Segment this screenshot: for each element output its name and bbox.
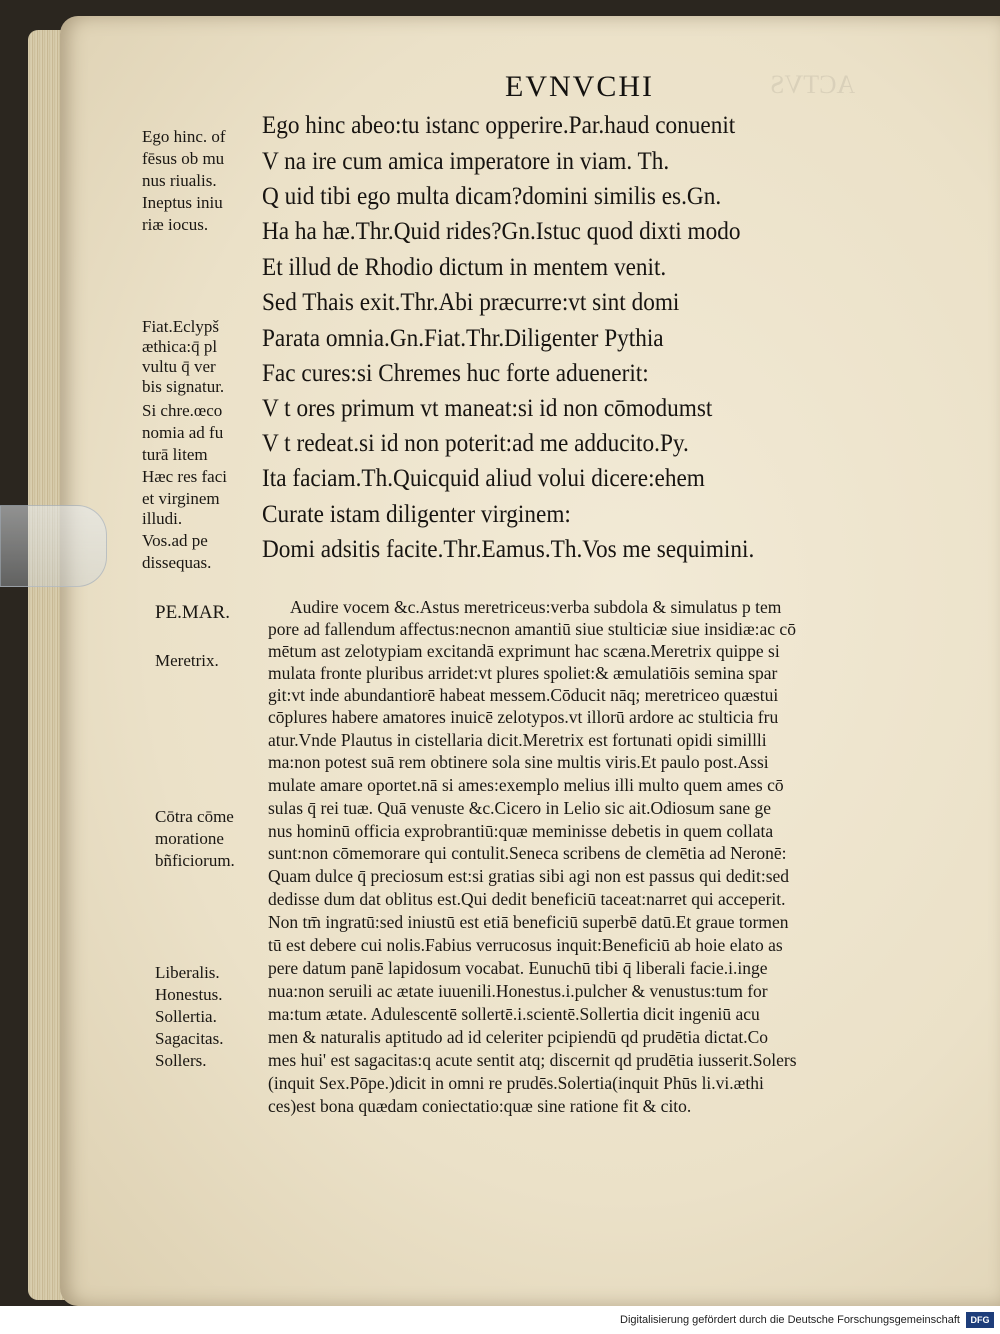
verse-line: Ha ha hæ.Thr.Quid rides?Gn.Istuc quod dixti modo: [262, 218, 741, 245]
commentary-line: ma:tum ætate. Adulescentē sollertē.i.scientē.Sollertia dicit ingeniū acu: [268, 1004, 760, 1024]
margin-note: Liberalis.: [155, 963, 220, 982]
commentary-line: pere datum panē lapidosum vocabat. Eunuchū tibi q̄ liberali facie.i.inge: [268, 958, 768, 978]
margin-note: Ego hinc. of: [142, 127, 226, 146]
verse-line: Q uid tibi ego multa dicam?domini similis es.Gn.: [262, 183, 722, 210]
commentary-line: ces)est bona quædam coniectatio:quæ sine ratione fit & cito.: [268, 1096, 692, 1116]
commentary-line: cōplures habere amatores inuicē zelotypos.vt illorū ardore ac stulticia fru: [268, 707, 779, 727]
margin-note: Honestus.: [155, 985, 223, 1004]
commentary-line: tū est debere cui nolis.Fabius verrucosus inquit:Beneficiū ab hoie elato as: [268, 935, 783, 955]
verse-line: Ego hinc abeo:tu istanc opperire.Par.haud conuenit: [262, 112, 736, 139]
page-header: EVNVCHI: [505, 70, 654, 103]
verse-line: V t redeat.si id non poterit:ad me adducito.Py.: [262, 430, 689, 457]
verse-line: Domi adsitis facite.Thr.Eamus.Th.Vos me sequimini.: [262, 536, 755, 563]
commentary-line: mulata fronte pluribus arridet:vt plures spoliet:& æmulatiōis semina spar: [268, 663, 778, 683]
commentary-line: ma:non potest suā rem obtinere sola sine multis viris.Et paulo post.Assi: [268, 752, 769, 772]
commentary-line: git:vt inde abundantiorē habeat messem.Cōducit nāq; meretriceo quæstui: [268, 685, 779, 705]
margin-note-meretrix: Meretrix.: [155, 651, 219, 670]
commentary-line: Non tm̄ ingratū:sed iniustū est etiā beneficiū superbē datū.Et graue tormen: [268, 912, 789, 932]
margin-note: vultu q̄ ver: [142, 357, 216, 376]
margin-note: Ineptus iniu: [142, 193, 223, 212]
verse-line: Parata omnia.Gn.Fiat.Thr.Diligenter Pythia: [262, 325, 664, 352]
commentary-line: pore ad fallendum affectus:necnon amantiū siue stulticiæ siue insidiæ:ac cō: [268, 619, 796, 639]
commentary-line: mes hui' est sagacitas:q acute sentit atq; discernit qd prudētia iusserit.Solers: [268, 1050, 797, 1070]
verse-line: Curate istam diligenter virginem:: [262, 501, 571, 528]
speaker-label: PE.MAR.: [155, 602, 230, 623]
verse-line: Ita faciam.Th.Quicquid aliud volui dicere:ehem: [262, 465, 705, 492]
margin-note: turā litem: [142, 445, 208, 464]
commentary-line: sulas q̄ rei tuæ. Quā venuste &c.Cicero in Lelio sic ait.Odiosum sane ge: [268, 798, 772, 818]
commentary-line: nua:non seruili ac ætate iuuenili.Honestus.i.pulcher & venustus:tum for: [268, 981, 768, 1001]
page-clip: [0, 505, 107, 587]
commentary-line: sunt:non cōmemorare qui contulit.Seneca scribens de clemētia ad Neronē:: [268, 843, 787, 863]
margin-note: Hæc res faci: [142, 467, 227, 486]
commentary-line: men & naturalis aptitudo ad id celeriter pcipiendū qd prudētia dictat.Co: [268, 1027, 769, 1047]
verse-line: V t ores primum vt maneat:si id non cōmodumst: [262, 395, 713, 422]
margin-note: et virginem: [142, 489, 220, 508]
margin-note: bñficiorum.: [155, 851, 235, 870]
margin-note: dissequas.: [142, 553, 212, 572]
margin-note: Sollertia.: [155, 1007, 217, 1026]
verse-line: Et illud de Rhodio dictum in mentem venit.: [262, 254, 667, 281]
footer-credit: Digitalisierung gefördert durch die Deutsche Forschungsgemeinschaft: [620, 1314, 960, 1326]
margin-note: æthica:q̄ pl: [142, 337, 218, 356]
margin-note: bis signatur.: [142, 377, 225, 396]
commentary-line: nus hominū officia exprobrantiū:quæ meminisse debetis in quem collata: [268, 821, 774, 841]
commentary-line: Quam dulce q̄ preciosum est:si gratias sibi agi non est passus qui dedit:sed: [268, 866, 790, 886]
commentary-line: atur.Vnde Plautus in cistellaria dicit.Meretrix est fortunati opidi simillli: [268, 730, 767, 750]
showthrough-text: ACTVS: [770, 70, 856, 99]
commentary-line: dedisse dum dat oblitus est.Qui dedit beneficiū taceat:narret qui acceperit.: [268, 889, 786, 909]
verse-line: Fac cures:si Chremes huc forte aduenerit:: [262, 360, 649, 387]
verse-line: V na ire cum amica imperatore in viam. Th.: [262, 148, 670, 175]
margin-note: Cōtra cōme: [155, 807, 234, 826]
margin-note: nus riualis.: [142, 171, 217, 190]
margin-note: Vos.ad pe: [142, 531, 208, 550]
dfg-logo: DFG: [966, 1312, 994, 1328]
commentary-line: mulate amare oportet.nā si ames:exemplo melius illi multo quem ames cō: [268, 775, 784, 795]
margin-note: nomia ad fu: [142, 423, 224, 442]
margin-note: illudi.: [142, 509, 183, 528]
commentary-line: (inquit Sex.Pōpe.)dicit in omni re prudēs.Solertia(inquit Phūs li.vi.æthi: [268, 1073, 764, 1093]
margin-note: moratione: [155, 829, 224, 848]
margin-note: Sagacitas.: [155, 1029, 224, 1048]
margin-note: Sollers.: [155, 1051, 207, 1070]
commentary-line: Audire vocem &c.Astus meretriceus:verba subdola & simulatus p tem: [290, 597, 782, 617]
margin-note: riæ iocus.: [142, 215, 209, 234]
margin-note: Fiat.Eclypš: [142, 317, 219, 336]
footer-bar: [0, 1306, 1000, 1334]
commentary-line: mētum ast zelotypiam excitandā exprimunt hac scæna.Meretrix quippe si: [268, 641, 780, 661]
verse-line: Sed Thais exit.Thr.Abi præcurre:vt sint domi: [262, 289, 680, 316]
margin-note: Si chre.œco: [142, 401, 223, 420]
margin-note: fēsus ob mu: [142, 149, 225, 168]
